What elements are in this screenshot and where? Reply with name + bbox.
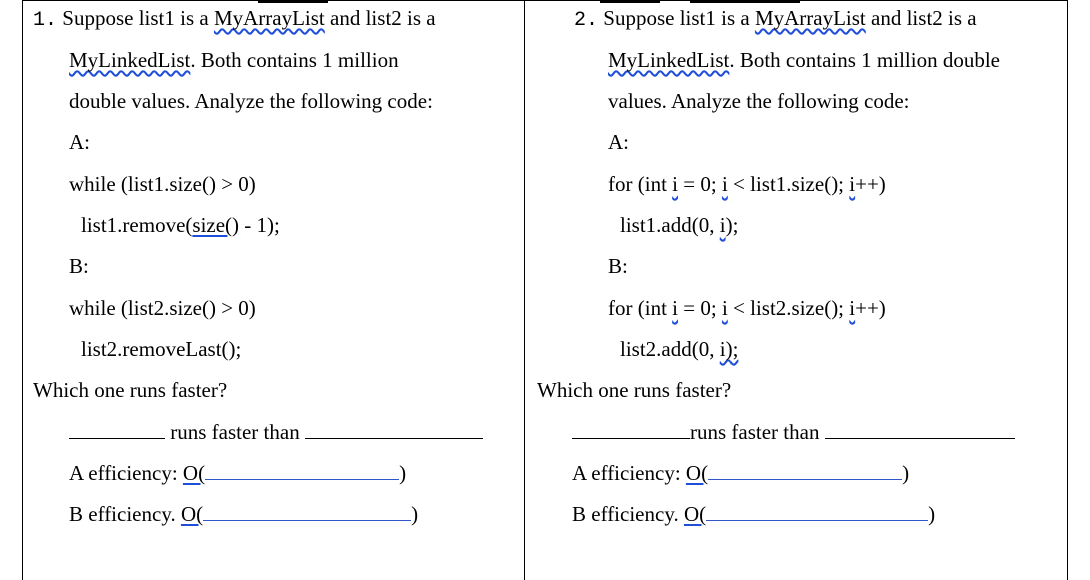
class-name: MyLinkedList [69, 48, 191, 72]
intro-text: . Both contains 1 million [190, 48, 399, 72]
code-label-b: B: [69, 254, 89, 278]
code-text: for (int [608, 296, 673, 320]
code-text: ) - 1); [232, 213, 280, 237]
code-label-a: A: [608, 130, 629, 154]
efficiency-label: A efficiency: [572, 461, 686, 485]
answer-runs-faster [69, 420, 483, 444]
question-cell-2 [525, 0, 1067, 580]
code-text: ); [725, 213, 739, 237]
code-var: i); [719, 337, 739, 361]
answer-blank[interactable] [203, 502, 411, 521]
answer-text: runs faster than [690, 420, 820, 444]
intro-text: and list2 is a [865, 6, 977, 30]
code-var: i [849, 172, 856, 196]
answer-text: runs faster than [170, 420, 300, 444]
question-intro-line-3: values. Analyze the following code: [608, 89, 910, 113]
question-intro-line-1 [33, 6, 436, 33]
code-text: ++) [855, 172, 886, 196]
efficiency-label: B efficiency. [69, 502, 181, 526]
class-name: MyArrayList [754, 6, 866, 30]
code-line: while (list1.size() > 0) [69, 172, 256, 196]
answer-blank[interactable] [69, 420, 165, 439]
code-var: i [849, 296, 856, 320]
paren: ) [399, 461, 407, 485]
code-text: list2.add(0, [620, 337, 720, 361]
code-line: while (list2.size() > 0) [69, 296, 256, 320]
answer-blank[interactable] [572, 420, 690, 439]
code-line [620, 213, 738, 237]
code-label-a: A: [69, 130, 90, 154]
code-var: i [721, 296, 728, 320]
big-o: O( [683, 502, 707, 526]
question-intro-line-2 [608, 48, 1000, 72]
intro-text: Suppose list1 is a [603, 6, 755, 30]
big-o: O( [685, 461, 709, 485]
code-var: i [719, 213, 726, 237]
class-name: MyLinkedList [608, 48, 730, 72]
question-intro-line-1 [574, 6, 977, 33]
paren: ) [411, 502, 419, 526]
code-text: = 0; [678, 296, 722, 320]
answer-blank[interactable] [706, 502, 928, 521]
efficiency-b [572, 502, 935, 526]
code-text: ++) [855, 296, 886, 320]
intro-text: . Both contains 1 million double [729, 48, 1000, 72]
paren: ) [902, 461, 910, 485]
code-var: i [721, 172, 728, 196]
code-line: list2.removeLast(); [81, 337, 242, 361]
paren: ) [928, 502, 936, 526]
class-name: MyArrayList [213, 6, 325, 30]
efficiency-a [69, 461, 406, 485]
code-label-b: B: [608, 254, 628, 278]
efficiency-label: A efficiency: [69, 461, 183, 485]
code-text: list1.add(0, [620, 213, 720, 237]
code-text: < list2.size(); [727, 296, 850, 320]
code-line [620, 337, 738, 361]
answer-blank[interactable] [205, 461, 399, 480]
answer-runs-faster [572, 420, 1015, 444]
efficiency-a [572, 461, 909, 485]
code-line [608, 172, 886, 196]
intro-text: Suppose list1 is a [62, 6, 214, 30]
question-prompt: Which one runs faster? [537, 378, 732, 402]
code-text: < list1.size(); [727, 172, 850, 196]
code-text: for (int [608, 172, 673, 196]
efficiency-label: B efficiency. [572, 502, 684, 526]
code-text: size( [192, 213, 233, 237]
question-intro-line-3: double values. Analyze the following code: [69, 89, 433, 113]
question-prompt: Which one runs faster? [33, 378, 228, 402]
intro-text: and list2 is a [324, 6, 436, 30]
question-number: 2. [574, 9, 599, 32]
question-number: 1. [33, 9, 58, 32]
question-intro-line-2 [69, 48, 399, 72]
code-line [81, 213, 280, 237]
answer-blank[interactable] [708, 461, 902, 480]
code-line [608, 296, 886, 320]
big-o: O( [182, 461, 206, 485]
code-text: list1.remove( [81, 213, 193, 237]
code-text: = 0; [678, 172, 722, 196]
answer-blank[interactable] [305, 420, 483, 439]
efficiency-b [69, 502, 418, 526]
big-o: O( [180, 502, 204, 526]
answer-blank[interactable] [825, 420, 1015, 439]
code-var: i [672, 172, 678, 196]
question-cell-1 [22, 0, 524, 580]
code-var: i [672, 296, 678, 320]
